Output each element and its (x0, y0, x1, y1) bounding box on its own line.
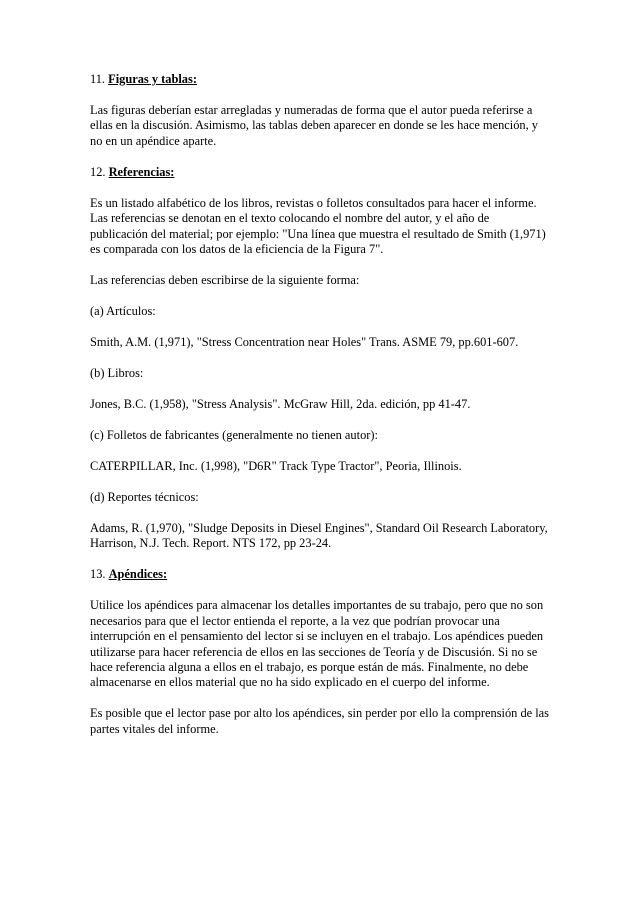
section-colon: : (162, 567, 168, 582)
paragraph: Las referencias deben escribirse de la siguiente forma: (90, 273, 360, 288)
reference-example: Adams, R. (1,970), "Sludge Deposits in Diesel Engines", Standard Oil Research Laboratory, Harrison, N.J. Tech. Report. NTS 172, pp 23-24. (90, 521, 548, 551)
reference-category: (c) Folletos de fabricantes (generalmente no tienen autor): (90, 428, 378, 443)
reference-example: Smith, A.M. (1,971), "Stress Concentration near Holes" Trans. ASME 79, pp.601-607. (90, 335, 519, 350)
section-number: 13. (90, 567, 109, 582)
paragraph: Es posible que el lector pase por alto los apéndices, sin perder por ello la comprensión de las partes vitales del informe. (90, 706, 550, 736)
section-number: 12. (90, 164, 109, 179)
section-number: 11. (90, 72, 109, 86)
section-colon: : (170, 164, 175, 179)
section-11-heading (90, 72, 550, 87)
reference-example: CATERPILLAR, Inc. (1,998), "D6R" Track Type Tractor", Peoria, Illinois. (90, 459, 462, 474)
section-12-heading (90, 165, 550, 180)
paragraph: Es un listado alfabético de los libros, revistas o folletos consultados para hacer el informe. Las referencias se denotan en el texto colocando el nombre del autor, y el año de publicación del material; por ejemplo: "Una línea que muestra el resultado de Smith (1,971) es comparada con los datos de la eficiencia de la Figura 7". (90, 195, 546, 257)
reference-category: (b) Libros: (90, 366, 144, 381)
reference-example: Jones, B.C. (1,958), "Stress Analysis". McGraw Hill, 2da. edición, pp 41-47. (90, 397, 471, 412)
reference-category: (a) Artículos: (90, 304, 156, 319)
section-colon: : (192, 72, 197, 86)
section-title-apendices: Apéndices (108, 567, 163, 582)
document-page (90, 72, 550, 753)
section-title-figuras-y-tablas: Figuras y tablas (108, 72, 193, 86)
paragraph: Las figuras deberían estar arregladas y numeradas de forma que el autor pueda referirse a ellas en la discusión. Asimismo, las tablas deben aparecer en donde se les hace mención, y no en un apéndice aparte. (90, 103, 538, 148)
section-13-heading (90, 567, 550, 582)
paragraph: Utilice los apéndices para almacenar los detalles importantes de su trabajo, pero que no son necesarios para que el lector entienda el reporte, a la vez que podrían provocar una interrupción en el pensamiento del lector si se incluyen en el trabajo. Los apéndices pueden utilizarse para hacer referencia de ellos en las secciones de Teoría y de Discusión. Si no se hace referencia alguna a ellos en el trabajo, es porque están de más. Finalmente, no debe almacenarse en ellos material que no ha sido explicado en el cuerpo del informe. (90, 598, 544, 690)
section-title-referencias: Referencias (108, 164, 171, 179)
reference-category: (d) Reportes técnicos: (90, 490, 199, 505)
